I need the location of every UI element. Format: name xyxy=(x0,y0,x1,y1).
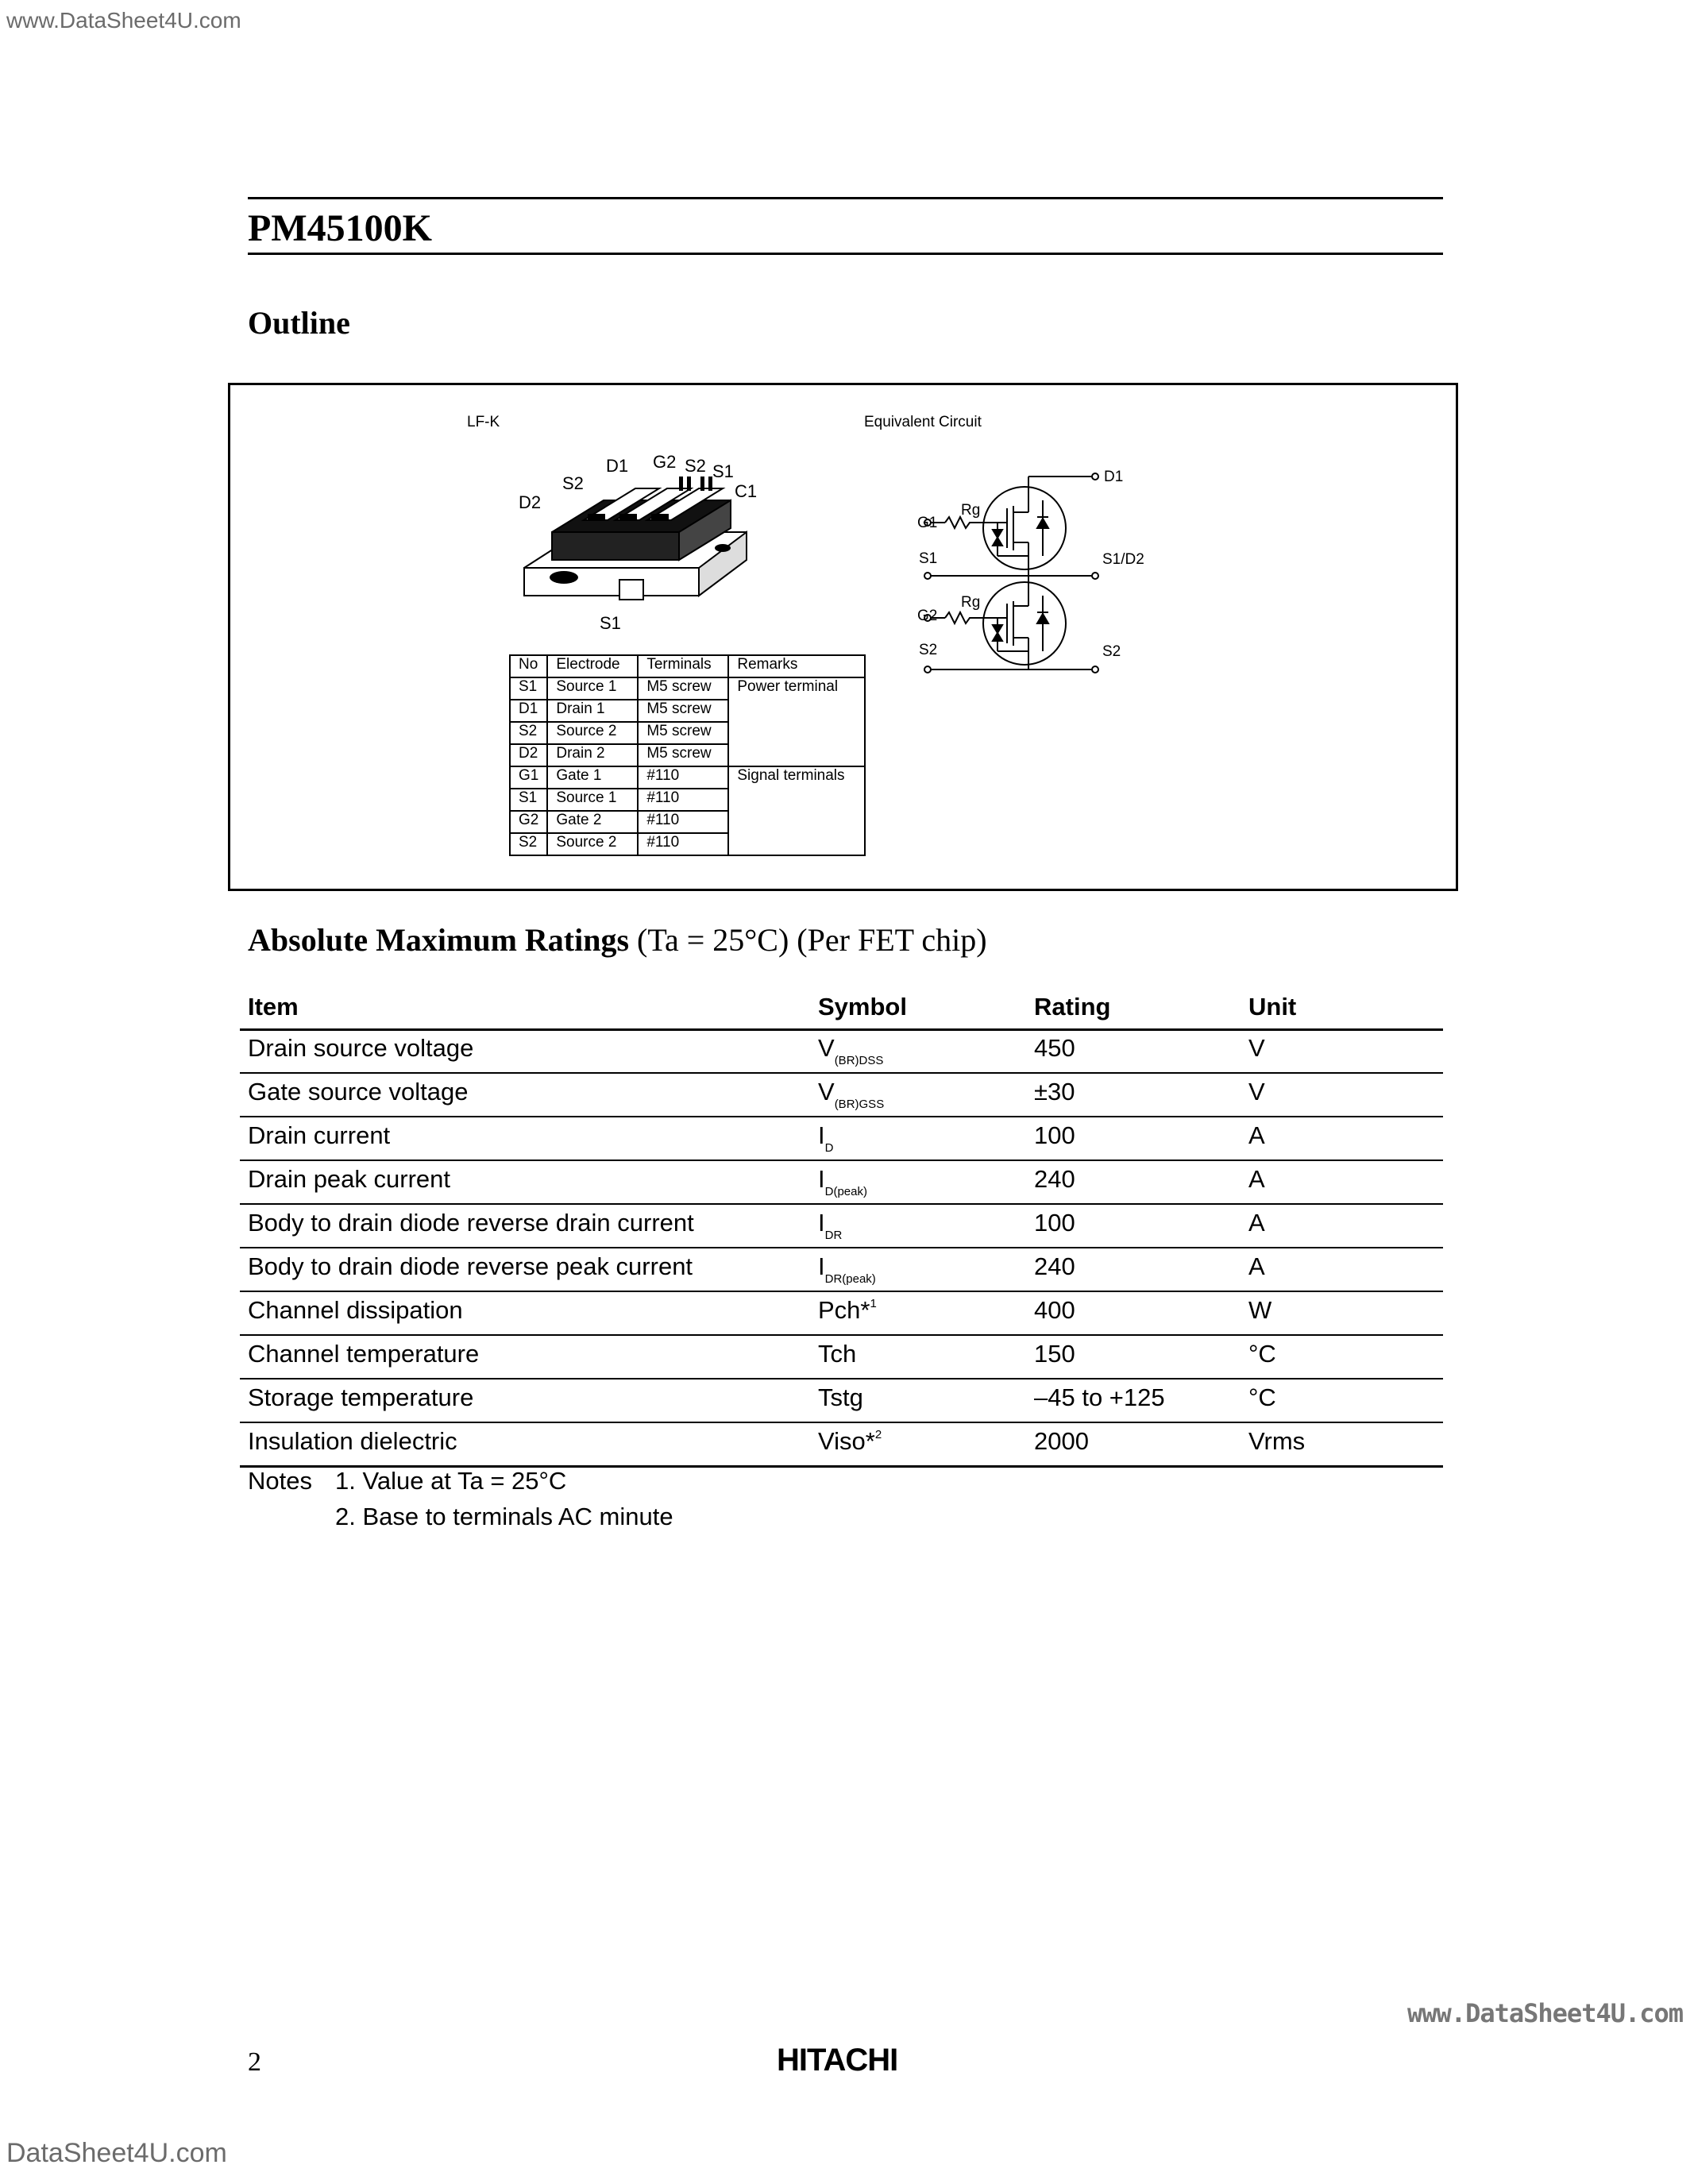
cell-symbol xyxy=(818,1165,867,1198)
symbol-subscript: (BR)DSS xyxy=(834,1054,884,1067)
symbol-subscript: DR xyxy=(824,1229,843,1242)
symbol-subscript: D xyxy=(824,1141,834,1155)
terminal-table xyxy=(509,654,866,856)
cell-rating: 240 xyxy=(1034,1165,1075,1193)
cell-no: S1 xyxy=(510,677,547,700)
symbol-main: Tstg xyxy=(818,1383,863,1411)
outline-heading: Outline xyxy=(248,305,350,341)
row-rule xyxy=(240,1378,1443,1379)
terminal-table-header xyxy=(510,655,865,677)
circuit-label-s2-left: S2 xyxy=(919,642,938,658)
cell-unit: Vrms xyxy=(1248,1427,1306,1455)
circuit-label-rg2: Rg xyxy=(961,594,981,611)
row-rule xyxy=(240,1203,1443,1205)
cell-symbol xyxy=(818,1252,876,1286)
cell-no: S1 xyxy=(510,789,547,811)
symbol-superscript: 2 xyxy=(874,1428,882,1441)
cell-no: G2 xyxy=(510,811,547,833)
cell-symbol xyxy=(818,1296,877,1325)
cell-rating: 400 xyxy=(1034,1296,1075,1324)
th-no: No xyxy=(510,655,547,677)
title-rule-bottom xyxy=(248,253,1443,255)
pkg-label-g2: G2 xyxy=(653,452,677,472)
cell-electrode: Drain 1 xyxy=(547,700,638,722)
cell-symbol xyxy=(818,1209,842,1242)
pkg-label-s1-bottom: S1 xyxy=(600,613,621,633)
page-number: 2 xyxy=(248,2047,261,2077)
watermark-bottom-left: DataSheet4U.com xyxy=(6,2138,227,2168)
cell-electrode: Gate 2 xyxy=(547,811,638,833)
watermark-top: www.DataSheet4U.com xyxy=(6,8,241,33)
equivalent-circuit-diagram xyxy=(913,457,1112,679)
pkg-label-d1: D1 xyxy=(606,456,629,476)
col-header-item: Item xyxy=(248,993,299,1021)
cell-terminal: M5 screw xyxy=(638,700,728,722)
cell-no: D2 xyxy=(510,744,547,766)
cell-unit: V xyxy=(1248,1034,1265,1062)
page-title: PM45100K xyxy=(248,207,432,249)
symbol-main: I xyxy=(818,1121,825,1149)
cell-terminal: #110 xyxy=(638,833,728,855)
circuit-label-s1: S1 xyxy=(919,550,938,567)
cell-unit: °C xyxy=(1248,1340,1276,1368)
cell-remark-signal: Signal terminals xyxy=(728,766,865,855)
cell-rating: 2000 xyxy=(1034,1427,1089,1455)
cell-terminal: M5 screw xyxy=(638,722,728,744)
cell-electrode: Source 1 xyxy=(547,789,638,811)
cell-unit: A xyxy=(1248,1165,1265,1193)
cell-unit: A xyxy=(1248,1209,1265,1237)
cell-item: Drain current xyxy=(248,1121,391,1149)
circuit-label-s2-right: S2 xyxy=(1102,643,1121,660)
row-rule xyxy=(240,1072,1443,1074)
cell-item: Body to drain diode reverse peak current xyxy=(248,1252,693,1280)
col-header-rating: Rating xyxy=(1034,993,1111,1021)
cell-electrode: Drain 2 xyxy=(547,744,638,766)
cell-item: Insulation dielectric xyxy=(248,1427,457,1455)
cell-unit: A xyxy=(1248,1121,1265,1149)
pkg-label-s1: S1 xyxy=(712,461,734,481)
cell-electrode: Source 2 xyxy=(547,722,638,744)
symbol-main: V xyxy=(818,1078,835,1106)
cell-rating: 150 xyxy=(1034,1340,1075,1368)
cell-rating: ±30 xyxy=(1034,1078,1075,1106)
symbol-main: I xyxy=(818,1252,825,1280)
row-rule xyxy=(240,1116,1443,1117)
pkg-label-s2: S2 xyxy=(685,456,706,476)
symbol-main: I xyxy=(818,1165,825,1193)
symbol-main: Pch* xyxy=(818,1296,870,1324)
cell-rating: –45 to +125 xyxy=(1034,1383,1165,1411)
symbol-main: V xyxy=(818,1034,835,1062)
watermark-bottom-right: www.DataSheet4U.com xyxy=(1407,1998,1684,2028)
table-row xyxy=(510,766,865,789)
cell-symbol xyxy=(818,1427,882,1456)
symbol-main: I xyxy=(818,1209,825,1237)
ratings-heading-bold: Absolute Maximum Ratings xyxy=(248,922,630,958)
row-rule xyxy=(240,1291,1443,1292)
col-header-symbol: Symbol xyxy=(818,993,907,1021)
cell-terminal: #110 xyxy=(638,766,728,789)
circuit-label-s1d2: S1/D2 xyxy=(1102,551,1144,568)
cell-electrode: Source 2 xyxy=(547,833,638,855)
cell-no: S2 xyxy=(510,722,547,744)
symbol-superscript: 1 xyxy=(870,1297,877,1310)
cell-item: Storage temperature xyxy=(248,1383,474,1411)
cell-electrode: Source 1 xyxy=(547,677,638,700)
cell-symbol xyxy=(818,1383,863,1412)
row-rule xyxy=(240,1160,1443,1161)
title-rule-top xyxy=(248,197,1443,199)
cell-item: Channel dissipation xyxy=(248,1296,463,1324)
pkg-label-c1: C1 xyxy=(735,481,758,501)
cell-item: Drain source voltage xyxy=(248,1034,474,1062)
package-label: LF-K xyxy=(467,414,500,430)
th-remarks: Remarks xyxy=(728,655,865,677)
cell-terminal: M5 screw xyxy=(638,677,728,700)
cell-item: Channel temperature xyxy=(248,1340,480,1368)
cell-terminal: #110 xyxy=(638,789,728,811)
cell-remark-power: Power terminal xyxy=(728,677,865,766)
row-rule xyxy=(240,1334,1443,1336)
cell-symbol xyxy=(818,1340,856,1368)
cell-electrode: Gate 1 xyxy=(547,766,638,789)
col-header-unit: Unit xyxy=(1248,993,1297,1021)
symbol-subscript: (BR)GSS xyxy=(834,1098,885,1111)
circuit-label-g2: G2 xyxy=(917,608,938,624)
th-terminals: Terminals xyxy=(638,655,728,677)
pkg-label-d2: D2 xyxy=(519,492,542,512)
cell-symbol xyxy=(818,1121,833,1155)
cell-rating: 100 xyxy=(1034,1209,1075,1237)
th-electrode: Electrode xyxy=(547,655,638,677)
circuit-title: Equivalent Circuit xyxy=(864,414,982,430)
symbol-subscript: DR(peak) xyxy=(824,1272,876,1286)
cell-unit: V xyxy=(1248,1078,1265,1106)
header-rule xyxy=(240,1028,1443,1031)
symbol-main: Tch xyxy=(818,1340,857,1368)
cell-no: S2 xyxy=(510,833,547,855)
table-row xyxy=(510,677,865,700)
cell-item: Drain peak current xyxy=(248,1165,451,1193)
pkg-label-s2-left: S2 xyxy=(562,473,584,493)
cell-symbol xyxy=(818,1078,884,1111)
symbol-main: Viso* xyxy=(818,1427,875,1455)
cell-item: Gate source voltage xyxy=(248,1078,469,1106)
cell-rating: 100 xyxy=(1034,1121,1075,1149)
cell-unit: °C xyxy=(1248,1383,1276,1411)
cell-terminal: #110 xyxy=(638,811,728,833)
brand-logo: HITACHI xyxy=(777,2043,898,2078)
note-2: 2. Base to terminals AC minute xyxy=(335,1503,673,1530)
ratings-heading xyxy=(248,921,987,959)
row-rule xyxy=(240,1247,1443,1248)
symbol-subscript: D(peak) xyxy=(824,1185,867,1198)
cell-rating: 240 xyxy=(1034,1252,1075,1280)
notes-label: Notes xyxy=(248,1467,312,1495)
circuit-label-rg1: Rg xyxy=(961,502,981,519)
cell-rating: 450 xyxy=(1034,1034,1075,1062)
circuit-label-d1: D1 xyxy=(1104,469,1124,485)
circuit-label-g1: G1 xyxy=(917,515,938,531)
cell-unit: A xyxy=(1248,1252,1265,1280)
cell-unit: W xyxy=(1248,1296,1272,1324)
cell-item: Body to drain diode reverse drain current xyxy=(248,1209,694,1237)
cell-no: D1 xyxy=(510,700,547,722)
ratings-heading-conditions: (Ta = 25°C) (Per FET chip) xyxy=(629,922,987,958)
cell-no: G1 xyxy=(510,766,547,789)
cell-terminal: M5 screw xyxy=(638,744,728,766)
note-1: 1. Value at Ta = 25°C xyxy=(335,1467,567,1495)
row-rule xyxy=(240,1422,1443,1423)
cell-symbol xyxy=(818,1034,883,1067)
